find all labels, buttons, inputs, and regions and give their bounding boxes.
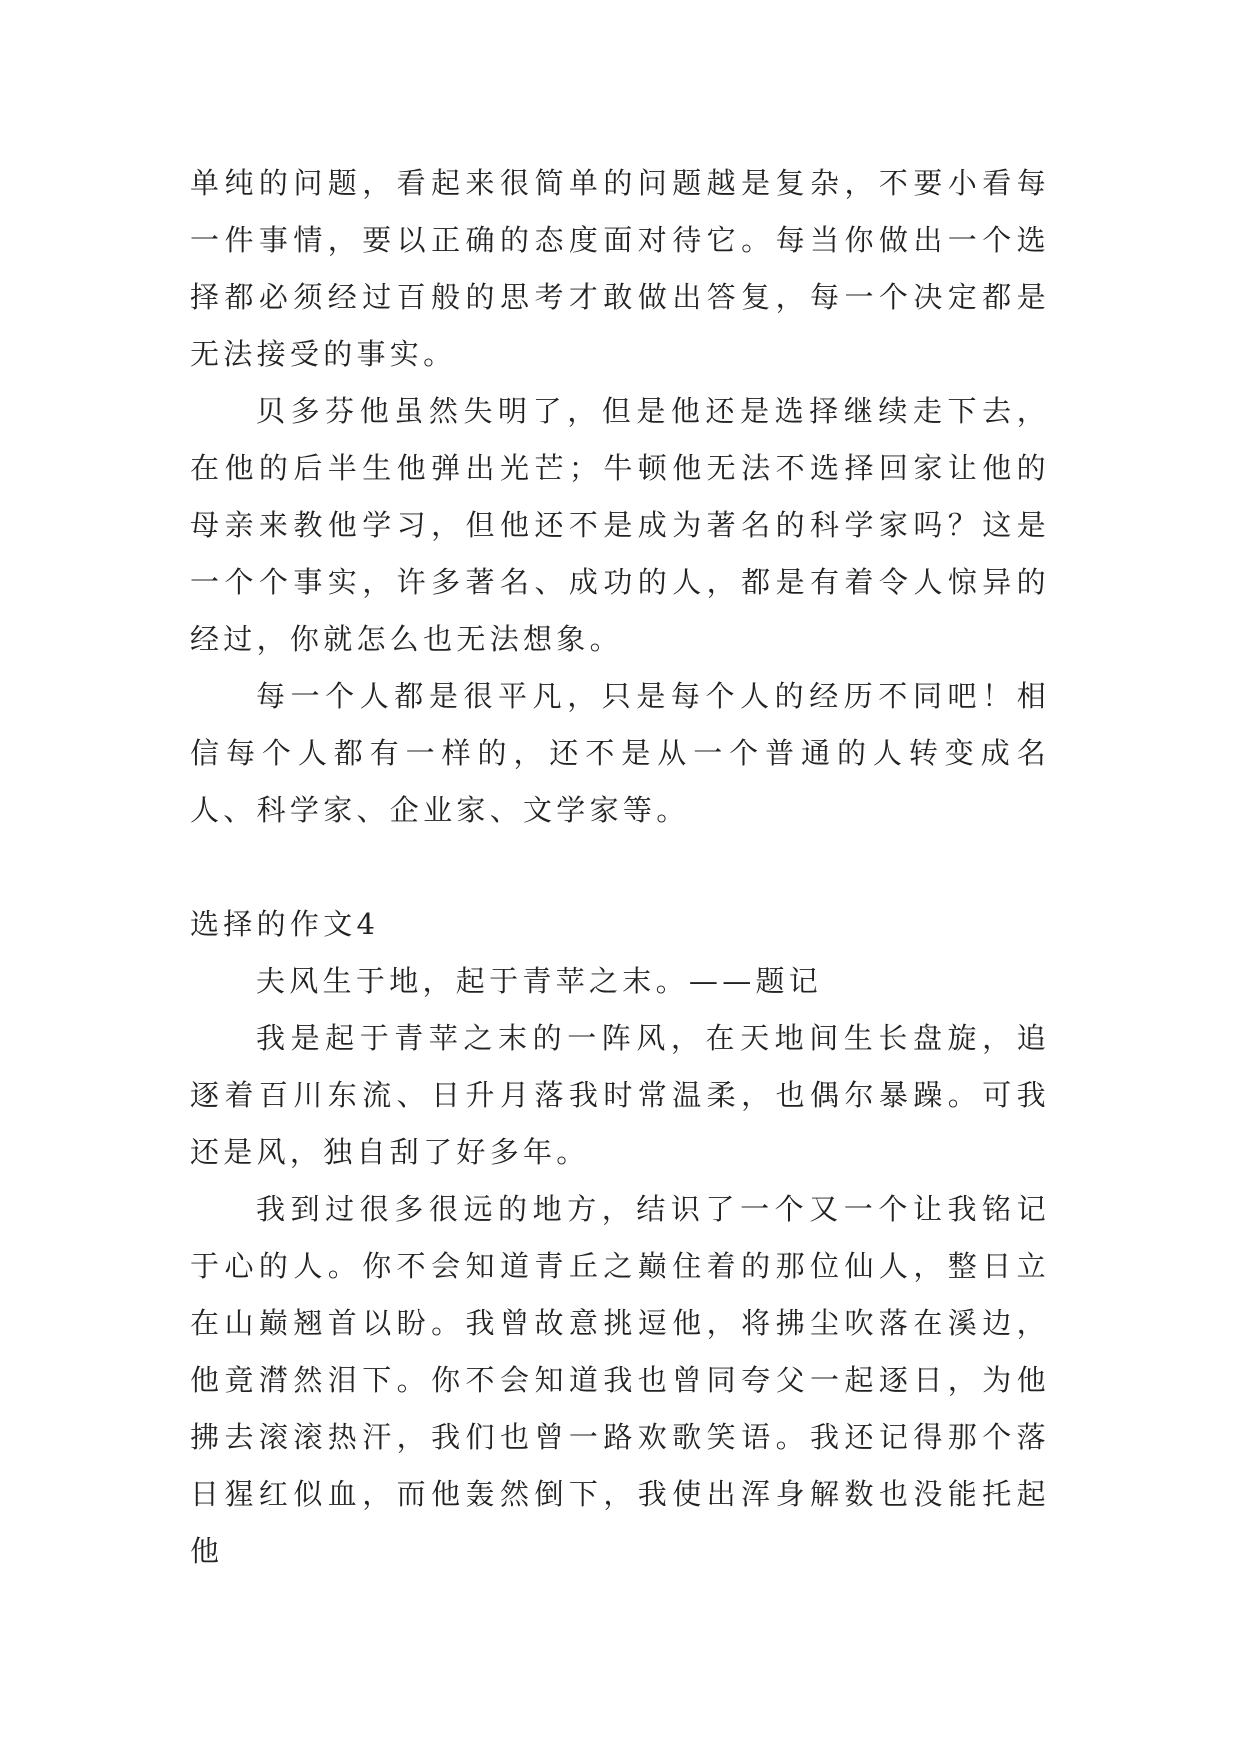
document-page: [190, 155, 1050, 1580]
paragraph-5: 我到过很多很远的地方，结识了一个又一个让我铭记于心的人。你不会知道青丘之巅住着的那位仙人，整日立在山巅翘首以盼。我曾故意挑逗他，将拂尘吹落在溪边，他竟潸然泪下。你不会知道我也曾同夸父一起逐日，为他拂去滚滚热汗，我们也曾一路欢歌笑语。我还记得那个落日猩红似血，而他轰然倒下，我使出浑身解数也没能托起他: [190, 1192, 1050, 1568]
paragraph-3: 每一个人都是很平凡，只是每个人的经历不同吧！相信每个人都有一样的，还不是从一个普通的人转变成名人、科学家、企业家、文学家等。: [190, 679, 1050, 827]
paragraph-2: 贝多芬他虽然失明了，但是他还是选择继续走下去，在他的后半生他弹出光芒；牛顿他无法不选择回家让他的母亲来教他学习，但他还不是成为著名的科学家吗？这是一个个事实，许多著名、成功的人，都是有着令人惊异的经过，你就怎么也无法想象。: [190, 394, 1050, 656]
paragraph-4: 我是起于青苹之末的一阵风，在天地间生长盘旋，追逐着百川东流、日升月落我时常温柔，也偶尔暴躁。可我还是风，独自刮了好多年。: [190, 1021, 1050, 1169]
epigraph: 夫风生于地，起于青苹之末。——题记: [256, 964, 823, 998]
section-gap: [190, 839, 1050, 896]
section-title: 选择的作文4: [190, 907, 380, 941]
paragraph-1: 单纯的问题，看起来很简单的问题越是复杂，不要小看每一件事情，要以正确的态度面对待它。每当你做出一个选择都必须经过百般的思考才敢做出答复，每一个决定都是无法接受的事实。: [190, 166, 1050, 371]
